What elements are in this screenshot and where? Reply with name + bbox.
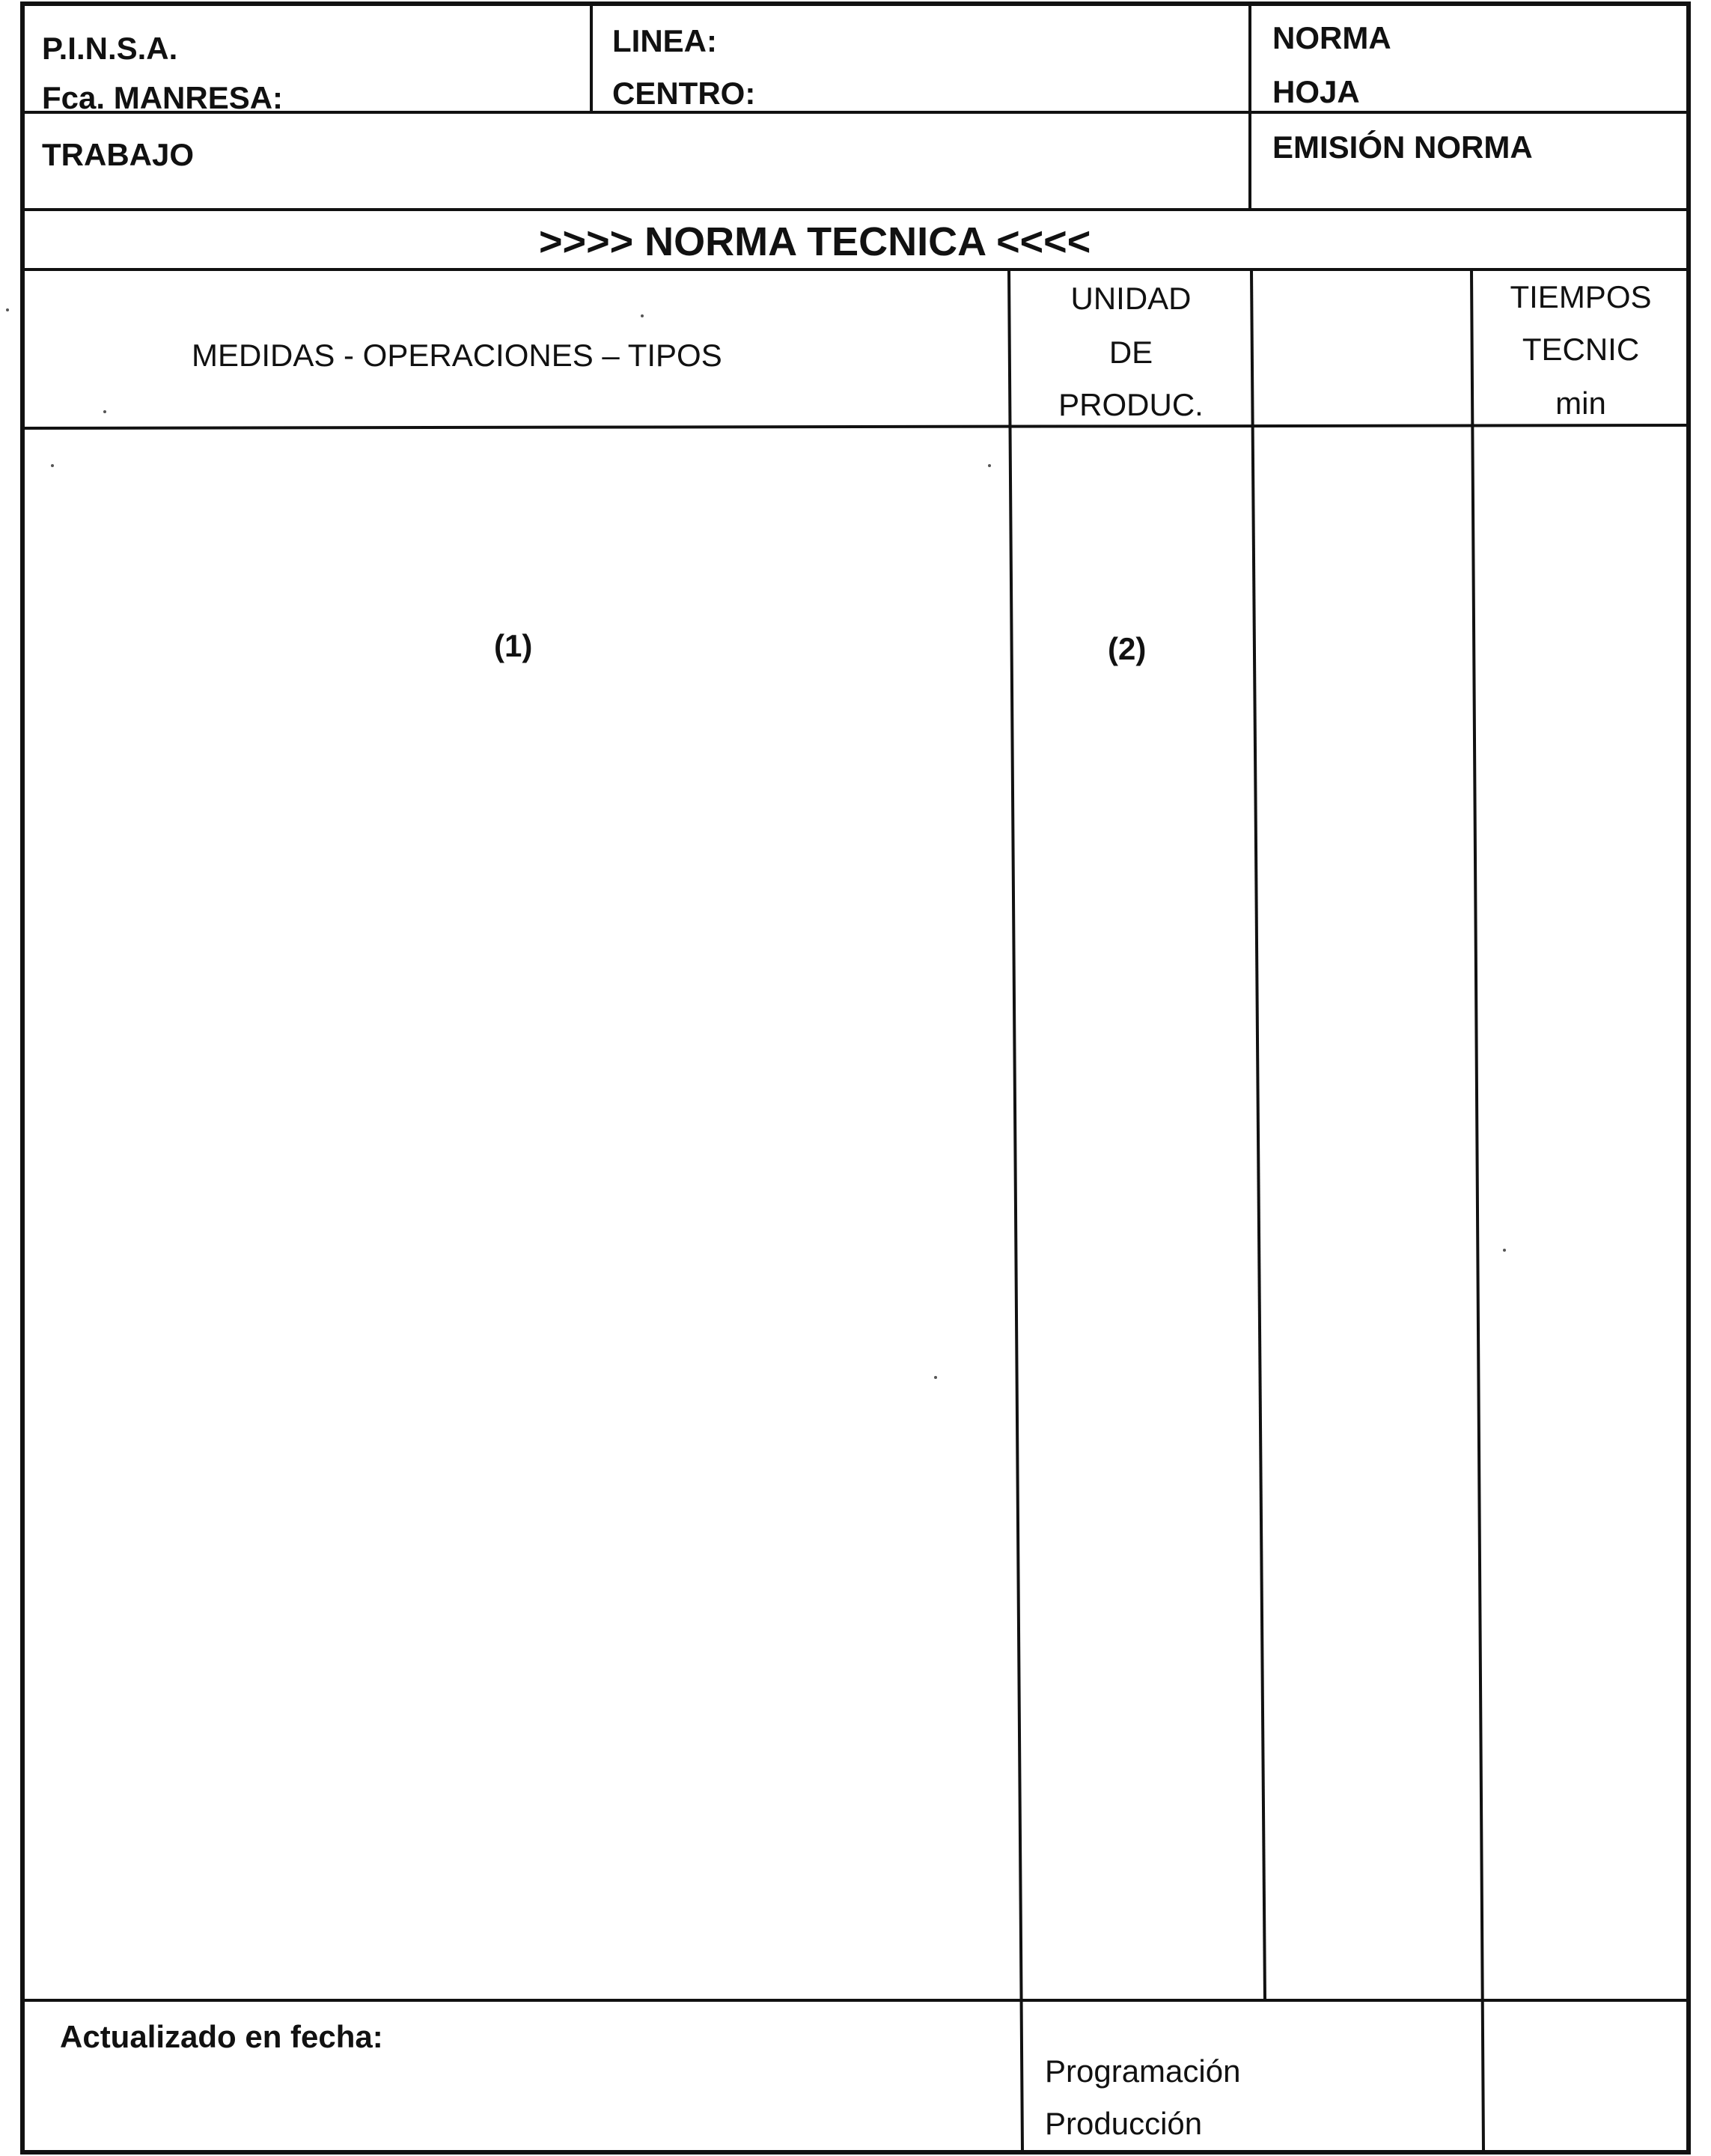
scan-speck: [103, 410, 106, 413]
column-divider-2: [1251, 270, 1265, 2000]
unidad-header-line-3: PRODUC.: [1058, 387, 1204, 422]
hoja-label: HOJA: [1272, 74, 1360, 109]
actualizado-label: Actualizado en fecha:: [60, 2019, 383, 2054]
centro-label: CENTRO:: [612, 76, 756, 111]
marker-2: (2): [1108, 631, 1147, 666]
column-header-line: [22, 425, 1689, 428]
emision-norma-label: EMISIÓN NORMA: [1272, 130, 1533, 165]
linea-label: LINEA:: [612, 23, 717, 58]
produccion-label: Producción: [1045, 2106, 1203, 2141]
unidad-header-line-1: UNIDAD: [1070, 281, 1192, 316]
norma-label: NORMA: [1272, 20, 1391, 55]
tiempos-header-line-3: min: [1555, 386, 1606, 421]
tiempos-header-line-1: TIEMPOS: [1510, 279, 1652, 314]
company-name: P.I.N.S.A.: [42, 31, 178, 66]
factory-label: Fca. MANRESA:: [42, 80, 284, 115]
form-title: >>>> NORMA TECNICA <<<<: [539, 219, 1091, 264]
scan-speck: [988, 464, 991, 467]
column-divider-1: [1009, 270, 1022, 2152]
programacion-label: Programación: [1045, 2053, 1241, 2089]
scan-speck: [51, 464, 54, 467]
marker-1: (1): [494, 628, 533, 663]
column-divider-3: [1471, 270, 1483, 2152]
medidas-column-header: MEDIDAS - OPERACIONES – TIPOS: [192, 338, 722, 373]
unidad-header-line-2: DE: [1108, 335, 1153, 370]
scan-speck: [1503, 1249, 1506, 1252]
scan-speck: [6, 308, 9, 311]
scan-speck: [641, 314, 644, 317]
scan-speck: [934, 1376, 937, 1379]
tiempos-header-line-2: TECNIC: [1522, 332, 1640, 367]
outer-border: [22, 4, 1689, 2152]
trabajo-label: TRABAJO: [42, 137, 195, 172]
